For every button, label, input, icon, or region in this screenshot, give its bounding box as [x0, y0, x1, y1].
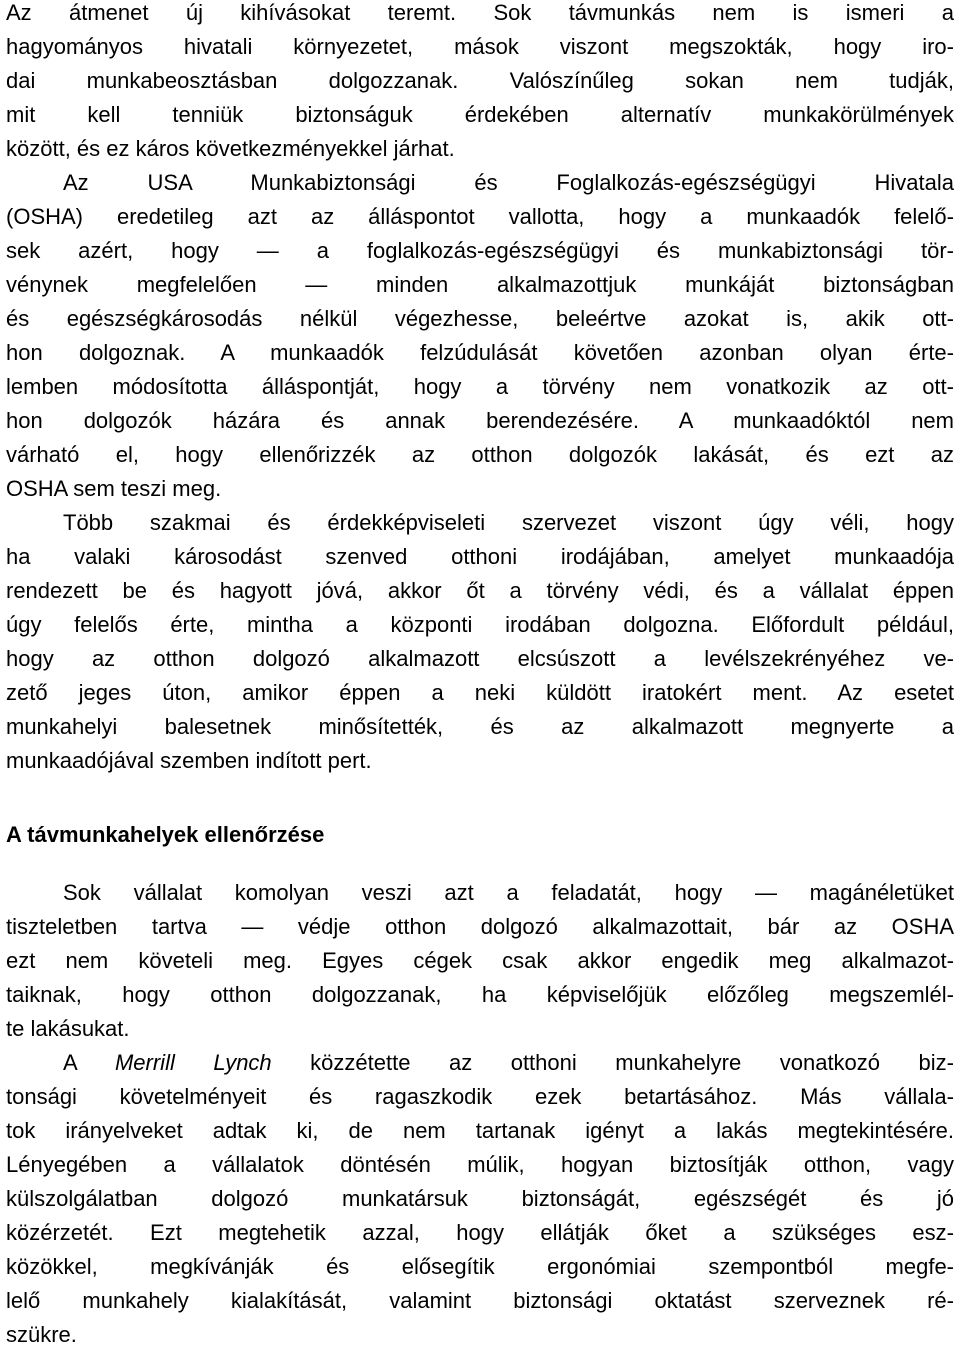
- text-line: közérzetét. Ezt megtehetik azzal, hogy ellátják őket a szükséges esz-: [6, 1220, 954, 1245]
- text-line: zető jeges úton, amikor éppen a neki küldött iratokért ment. Az esetet: [6, 680, 954, 705]
- text-segment: közzétette az otthoni munkahelyre vonatkozó biz-: [271, 1050, 954, 1075]
- text-line: taiknak, hogy otthon dolgozzanak, ha képviselőjük előzőleg megszemlél-: [6, 982, 954, 1007]
- text-line: sek azért, hogy — a foglalkozás-egészségügyi és munkabiztonsági tör-: [6, 238, 954, 263]
- text-line: Sok vállalat komolyan veszi azt a feladatát, hogy — magánéletüket: [63, 880, 954, 905]
- text-line: dai munkabeosztásban dolgozzanak. Valószínűleg sokan nem tudják,: [6, 68, 954, 93]
- text-line: lemben módosította álláspontját, hogy a törvény nem vonatkozik az ott-: [6, 374, 954, 399]
- text-line: te lakásukat.: [6, 1016, 130, 1041]
- text-line: tonsági követelményeit és ragaszkodik ezek betartásához. Más vállala-: [6, 1084, 954, 1109]
- text-line: (OSHA) eredetileg azt az álláspontot vallotta, hogy a munkaadók felelő-: [6, 204, 954, 229]
- text-line: Lényegében a vállalatok döntésén múlik, hogyan biztosítják otthon, vagy: [6, 1152, 954, 1177]
- text-line: OSHA sem teszi meg.: [6, 476, 222, 501]
- text-line: Az USA Munkabiztonsági és Foglalkozás-egészségügyi Hivatala: [63, 170, 954, 195]
- text-line: Az átmenet új kihívásokat teremt. Sok távmunkás nem is ismeri a: [6, 0, 954, 25]
- text-line: úgy felelős érte, mintha a központi irodában dolgozna. Előfordult például,: [6, 612, 954, 637]
- paragraph-3: [6, 506, 954, 778]
- text-line: külszolgálatban dolgozó munkatársuk biztonságát, egészségét és jó: [6, 1186, 954, 1211]
- text-line: tiszteletben tartva — védje otthon dolgozó alkalmazottait, bár az OSHA: [6, 914, 954, 939]
- text-line: hon dolgoznak. A munkaadók felzúdulását követően azonban olyan érte-: [6, 340, 954, 365]
- text-line: ha valaki károsodást szenved otthoni irodájában, amelyet munkaadója: [6, 544, 954, 569]
- text-line: [6, 1046, 954, 1080]
- paragraph-2: [6, 166, 954, 506]
- spacer: [6, 778, 954, 818]
- text-line: hagyományos hivatali környezetet, mások viszont megszokták, hogy iro-: [6, 34, 954, 59]
- spacer: [6, 852, 954, 876]
- company-name: Merrill Lynch: [114, 1050, 272, 1075]
- paragraph-5: [6, 1046, 954, 1352]
- text-line: vénynek megfelelően — minden alkalmazottjuk munkáját biztonságban: [6, 272, 954, 297]
- text-line: rendezett be és hagyott jóvá, akkor őt a törvény védi, és a vállalat éppen: [6, 578, 954, 603]
- text-line: munkaadójával szemben indított pert.: [6, 748, 372, 773]
- text-line: ezt nem követeli meg. Egyes cégek csak akkor engedik meg alkalmazot-: [6, 948, 954, 973]
- text-line: hon dolgozók házára és annak berendezésére. A munkaadóktól nem: [6, 408, 954, 433]
- text-line: közökkel, megkívánják és elősegítik ergonómiai szempontból megfe-: [6, 1254, 954, 1279]
- text-line: tok irányelveket adtak ki, de nem tartanak igényt a lakás megtekintésére.: [6, 1118, 954, 1143]
- text-segment: A: [63, 1050, 115, 1075]
- text-line: között, és ez káros következményekkel járhat.: [6, 136, 455, 161]
- text-line: és egészségkárosodás nélkül végezhesse, beleértve azokat is, akik ott-: [6, 306, 954, 331]
- text-line: várható el, hogy ellenőrizzék az otthon dolgozók lakását, és ezt az: [6, 442, 954, 467]
- section-heading: A távmunkahelyek ellenőrzése: [6, 822, 325, 847]
- text-line: lelő munkahely kialakítását, valamint biztonsági oktatást szerveznek ré-: [6, 1288, 954, 1313]
- text-line: Több szakmai és érdekképviseleti szervezet viszont úgy véli, hogy: [63, 510, 954, 535]
- paragraph-4: [6, 876, 954, 1046]
- text-line: munkahelyi balesetnek minősítették, és az alkalmazott megnyerte a: [6, 714, 954, 739]
- paragraph-1: [6, 0, 954, 166]
- text-line: hogy az otthon dolgozó alkalmazott elcsúszott a levélszekrényéhez ve-: [6, 646, 954, 671]
- text-line: mit kell tenniük biztonságuk érdekében alternatív munkakörülmények: [6, 102, 954, 127]
- text-line: szükre.: [6, 1322, 77, 1347]
